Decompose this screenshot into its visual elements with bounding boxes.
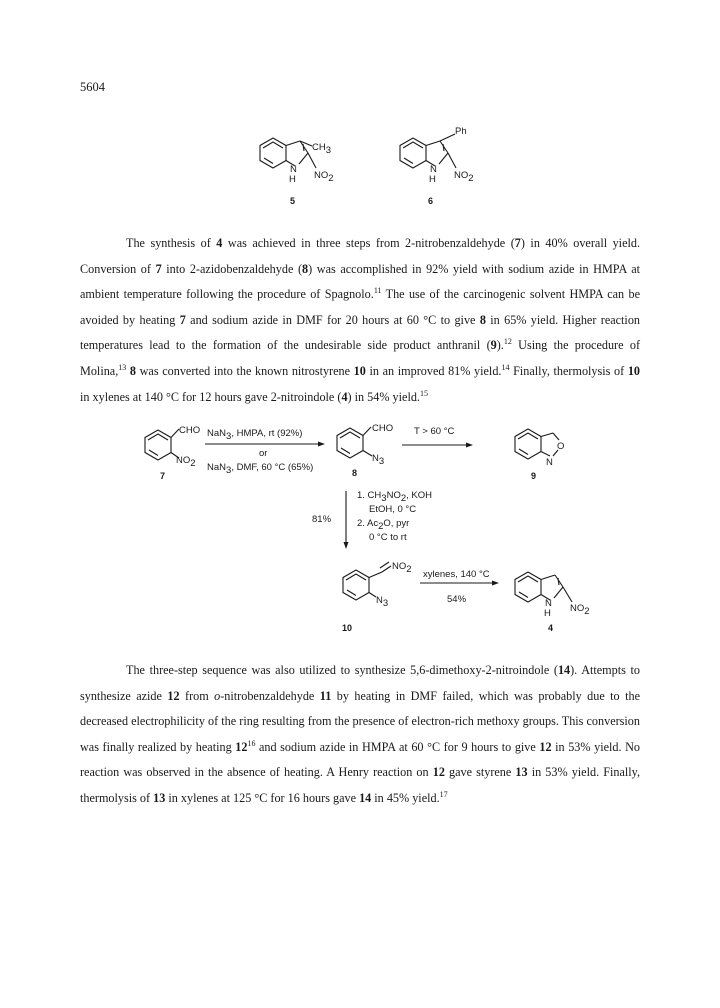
- compound-number-10: 10: [342, 623, 353, 633]
- azide-label: N3: [372, 453, 385, 467]
- paragraph-1: The synthesis of 4 was achieved in three steps from 2-nitrobenzaldehyde (7) in 40% overall yield. Conversion of 7 into 2-azidobenzaldehyde (8) was accomplished in 92% yield with sodium azide in HMPA at ambient temperature following the procedure of Spagnolo.$^{11}$ The use of the carcinogenic solvent HMPA can be avoided by heating 7 and sodium azide in DMF for 20 hours at 60 °C to give 8 in 65% yield. Higher reaction temperatures lead to the formation of the undesirable side product anthranil (9).$^{12}$ Using the procedure of Molina,$^{13}$ 8 was converted into the known nitrostyrene 10 in an improved 81% yield.$^{14}$ Finally, thermolysis of 10 in xylenes at 140 °C for 12 hours gave 2-nitroindole (4) in 54% yield.$^{15}$: [80, 236, 641, 404]
- compound-number-4: 4: [548, 623, 554, 633]
- arrow1-or-label: or: [259, 448, 268, 459]
- arrow3-yield-label: 81%: [312, 514, 332, 525]
- paragraph-2: The three-step sequence was also utilized to synthesize 5,6-dimethoxy-2-nitroindole (14). Attempts to synthesize azide 12 from o-nitrobenzaldehyde 11 by heating in DMF failed, which was probably due to the decreased electrophilicity of the ring resulting from the presence of electron-rich methoxy groups. This conversion was finally realized by heating $12^{16}$ and sodium azide in HMPA at 60 °C for 9 hours to give 12 in 53% yield. No reaction was observed in the absence of heating. A Henry reaction on 12 gave styrene 13 in 53% yield. Finally, thermolysis of 13 in xylenes at 125 °C for 16 hours gave 14 in 45% yield.$^{17}$: [80, 663, 641, 805]
- nh-n-label: N: [290, 164, 297, 175]
- nitro-label: NO2: [392, 561, 412, 575]
- citation-ref: 13: [118, 362, 127, 372]
- nitro-label: NO2: [176, 455, 196, 469]
- nh-n-label: N: [545, 598, 552, 609]
- arrow2-label: T > 60 °C: [414, 426, 455, 437]
- arrow1-bottom-label: NaN3, DMF, 60 °C (65%): [207, 462, 314, 476]
- citation-ref: 17: [439, 789, 448, 799]
- structure-9: [515, 429, 564, 481]
- arrow3-step1-conditions: EtOH, 0 °C: [369, 504, 417, 515]
- arrowhead: [466, 443, 473, 448]
- nitro-label: NO2: [570, 603, 590, 617]
- arrow-3: [312, 490, 432, 549]
- compound-number-9: 9: [531, 471, 537, 481]
- substituent-ph: Ph: [455, 126, 467, 137]
- nitro-label: NO2: [454, 170, 474, 184]
- citation-ref: 14: [501, 362, 510, 372]
- citation-ref: 11: [373, 286, 382, 296]
- structure-7: [145, 425, 200, 481]
- cho-label: CHO: [372, 423, 394, 434]
- nh-h-label: H: [544, 608, 551, 619]
- arrow4-top-label: xylenes, 140 °C: [423, 569, 490, 580]
- nh-h-label: H: [429, 174, 436, 185]
- arrow-2: [402, 426, 473, 448]
- arrowhead: [318, 442, 325, 447]
- cho-label: CHO: [179, 425, 201, 436]
- structure-10: [342, 561, 412, 633]
- o-atom-label: O: [557, 441, 565, 452]
- arrow3-step2-label: 2. Ac2O, pyr: [357, 518, 410, 532]
- arrow3-step1-label: 1. CH3NO2, KOH: [357, 490, 433, 504]
- arrow-1: [205, 428, 325, 476]
- nh-n-label: N: [430, 164, 437, 175]
- arrow3-step2-conditions: 0 °C to rt: [369, 532, 407, 543]
- compound-number-5: 5: [290, 196, 296, 206]
- substituent-ch3: CH3: [312, 142, 332, 156]
- nh-h-label: H: [289, 174, 296, 185]
- citation-ref: 12: [503, 337, 512, 347]
- compound-number-8: 8: [352, 468, 358, 478]
- compound-number-6: 6: [428, 196, 434, 206]
- nitro-label: NO2: [314, 170, 334, 184]
- page-number: 5604: [80, 80, 105, 94]
- structure-8: [337, 423, 393, 478]
- compound-number-7: 7: [160, 471, 166, 481]
- arrow-4: [420, 569, 499, 605]
- arrowhead: [492, 581, 499, 586]
- arrowhead: [344, 542, 349, 549]
- azide-label: N3: [376, 595, 389, 609]
- n-atom-label: N: [546, 457, 553, 468]
- arrow1-top-label: NaN3, HMPA, rt (92%): [207, 428, 303, 442]
- arrow4-bottom-label: 54%: [447, 594, 467, 605]
- citation-ref: 15: [419, 388, 428, 398]
- citation-ref: 16: [247, 738, 256, 748]
- structure-4: [515, 572, 590, 633]
